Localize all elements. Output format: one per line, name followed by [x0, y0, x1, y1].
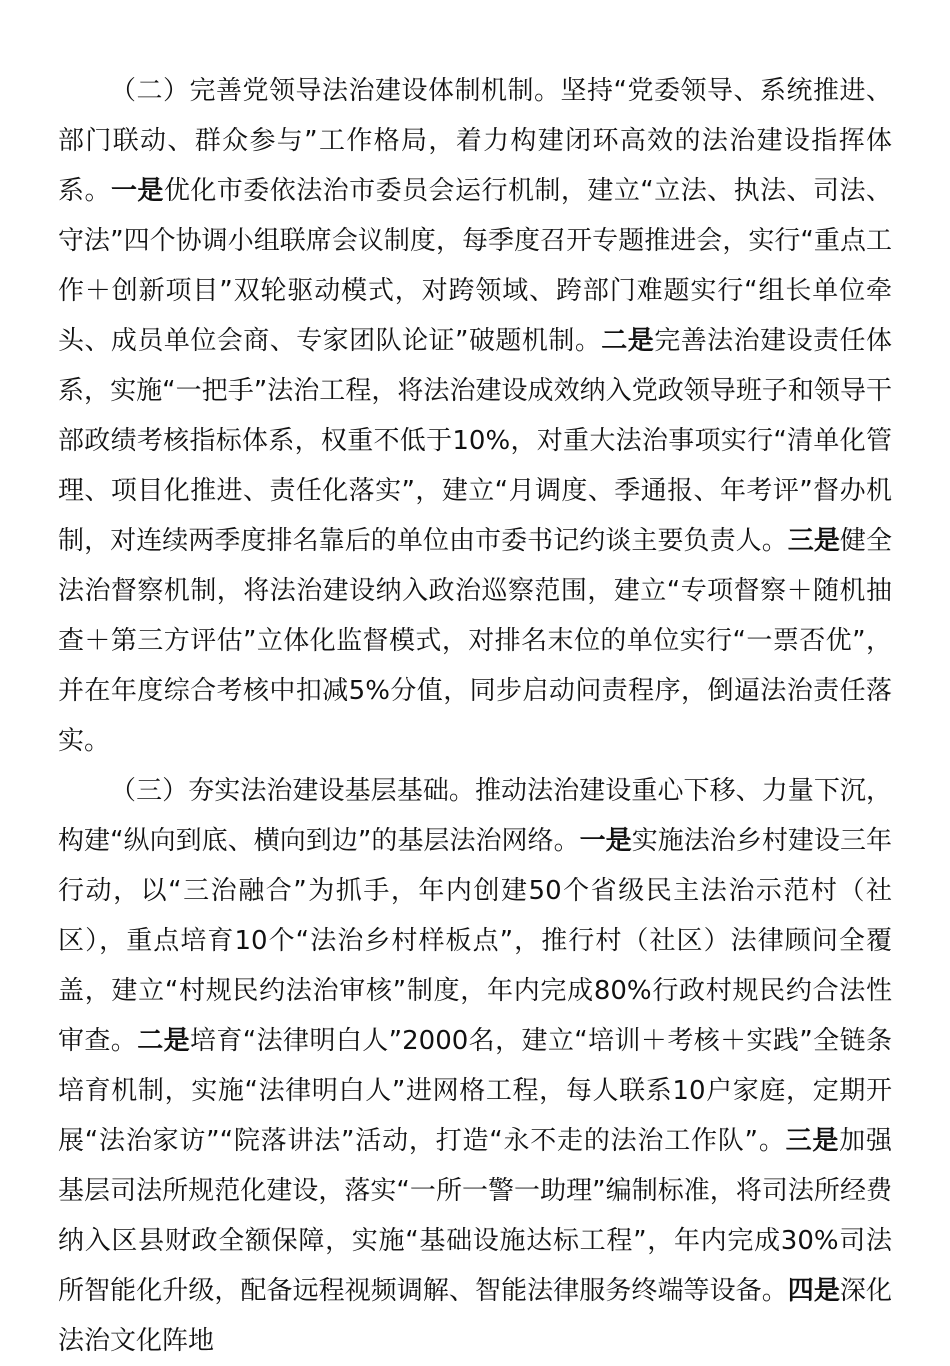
paragraph-text: 优化市委依法治市委员会运行机制，建立“立法、执法、司法、守法”四个协调小组联席会议制度，每季度召开专题推进会，实行“重点工作＋创新项目”双轮驱动模式，对跨领域、跨部门难题实行“组长单位牵头、成员单位会商、专家团队论证”破题机制。 — [58, 176, 892, 356]
bold-marker-second: 二是 — [137, 1026, 190, 1056]
bold-marker-first: 一是 — [110, 176, 164, 206]
paragraph-text: 实施法治乡村建设三年行动，以“三治融合”为抓手，年内创建50个省级民主法治示范村（社区），重点培育10个“法治乡村样板点”，推行村（社区）法律顾问全覆盖，建立“村规民约法治审核”制度，年内完成80%行政村规民约合法性审查。 — [58, 826, 892, 1056]
paragraph-text: （三）夯实法治建设基层基础。推动法治建设重心下移、力量下沉，构建“纵向到底、横向到边”的基层法治网络。 — [58, 776, 892, 856]
paragraph-text: 完善法治建设责任体系，实施“一把手”法治工程，将法治建设成效纳入党政领导班子和领导干部政绩考核指标体系，权重不低于10%，对重大法治事项实行“清单化管理、项目化推进、责任化落实”，建立“月调度、季通报、年考评”督办机制，对连续两季度排名靠后的单位由市委书记约谈主要负责人。 — [58, 326, 892, 556]
bold-marker-fourth: 四是 — [787, 1276, 840, 1306]
paragraph-text: 培育“法律明白人”2000名，建立“培训＋考核＋实践”全链条培育机制，实施“法律明白人”进网格工程，每人联系10户家庭，定期开展“法治家访”“院落讲法”活动，打造“永不走的法治工作队”。 — [58, 1026, 892, 1156]
bold-marker-third: 三是 — [785, 1126, 840, 1156]
paragraph-text: 健全法治督察机制，将法治建设纳入政治巡察范围，建立“专项督察＋随机抽查＋第三方评估”立体化监督模式，对排名末位的单位实行“一票否优”，并在年度综合考核中扣减5%分值，同步启动问责程序，倒逼法治责任落实。 — [58, 526, 892, 756]
document-body — [58, 66, 892, 1366]
paragraph-text: 加强基层司法所规范化建设，落实“一所一警一助理”编制标准，将司法所经费纳入区县财政全额保障，实施“基础设施达标工程”，年内完成30%司法所智能化升级，配备远程视频调解、智能法律服务终端等设备。 — [58, 1126, 892, 1306]
bold-marker-second: 二是 — [601, 326, 655, 356]
paragraph-section-2 — [58, 66, 892, 766]
paragraph-text: （二）完善党领导法治建设体制机制。坚持“党委领导、系统推进、部门联动、群众参与”工作格局，着力构建闭环高效的法治建设指挥体系。 — [58, 76, 892, 206]
paragraph-text: 深化法治文化阵地 — [58, 1276, 892, 1356]
bold-marker-third: 三是 — [787, 526, 840, 556]
bold-marker-first: 一是 — [579, 826, 632, 856]
paragraph-section-3 — [58, 766, 892, 1366]
